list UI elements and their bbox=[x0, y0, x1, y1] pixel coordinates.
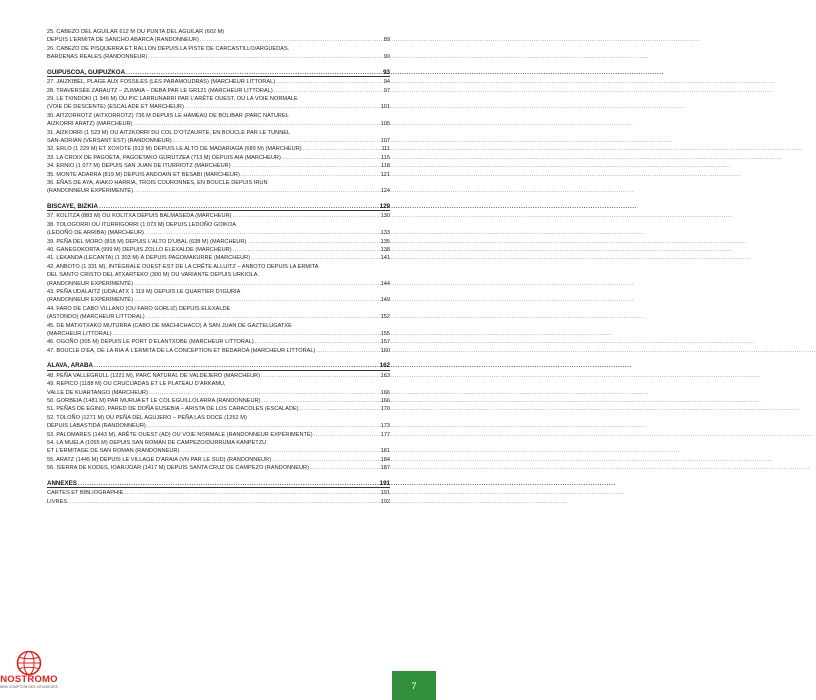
toc-entry[interactable] bbox=[47, 288, 390, 305]
toc-line bbox=[47, 112, 390, 120]
dot-leader bbox=[282, 154, 379, 162]
toc-line-text: 32. ERLO (1 229 M) ET XOXOTE (913 M) DEPUIS LE ALTO DE MADARIAGA (689 M) (MARCHEUR) bbox=[47, 146, 302, 153]
toc-line bbox=[47, 203, 390, 210]
toc-page-number: 111 bbox=[381, 146, 390, 153]
toc-line bbox=[47, 212, 390, 220]
toc-line bbox=[47, 313, 390, 321]
toc-page-number: 170 bbox=[380, 406, 390, 413]
toc-page-number: 97 bbox=[383, 87, 390, 94]
toc-page-number: 124 bbox=[380, 188, 390, 195]
toc-line bbox=[47, 330, 390, 338]
toc-line bbox=[47, 246, 390, 254]
dot-leader bbox=[303, 145, 379, 153]
toc-line-text: 27. JAIZKIBEL, PLAGE AUX FOSSILES (LES PARAMOUDRAS) (MARCHEUR LITTORAL) bbox=[47, 79, 276, 86]
toc-line bbox=[47, 87, 390, 95]
dot-leader bbox=[99, 203, 379, 210]
toc-entry[interactable] bbox=[47, 238, 390, 246]
toc-line bbox=[47, 129, 390, 137]
toc-entry[interactable] bbox=[47, 263, 390, 288]
toc-entry[interactable] bbox=[47, 28, 390, 45]
dot-leader bbox=[316, 347, 379, 355]
toc-line bbox=[47, 288, 390, 296]
toc-line bbox=[47, 229, 390, 237]
toc-entry[interactable] bbox=[47, 338, 390, 346]
toc-line-text: 33. LA CROIX DE PAGOETA, PAGOETAKO GURUTZEA (713 M) DEPUIS AIA (MARCHEUR) bbox=[47, 154, 281, 161]
dot-leader bbox=[173, 137, 379, 145]
toc-line bbox=[47, 480, 390, 487]
toc-entry[interactable] bbox=[47, 439, 390, 456]
toc-entry[interactable] bbox=[47, 431, 390, 439]
toc-entry[interactable] bbox=[47, 305, 390, 322]
toc-line bbox=[47, 179, 390, 187]
toc-line bbox=[47, 271, 390, 279]
toc-entry[interactable] bbox=[47, 171, 390, 179]
toc-line-text: 40. GANEGOKORTA (999 M) DEPUIS ZOLLO ELEXALDE (MARCHEUR) bbox=[47, 246, 232, 253]
toc-line bbox=[47, 53, 390, 61]
toc-line bbox=[47, 380, 390, 388]
toc-page-number: 89 bbox=[383, 37, 390, 44]
toc-line-text: 31. AIZKORRI (1 523 M) OU AITZKORRI DU COL D’OTZAURTE, EN BOUCLE PAR LE TUNNEL bbox=[47, 129, 291, 136]
toc-line bbox=[47, 389, 390, 397]
toc-line bbox=[47, 414, 390, 422]
dot-leader bbox=[261, 372, 379, 380]
toc-page-number: 101 bbox=[380, 104, 390, 111]
dot-leader bbox=[185, 103, 379, 111]
section-rule bbox=[47, 370, 390, 371]
toc-entry[interactable] bbox=[47, 372, 390, 380]
toc-line-text: 35. MONTE ADARRA (819 M) DEPUIS ANDOAIN ET BESABI (MARCHEUR) bbox=[47, 171, 240, 178]
toc-page-number: 166 bbox=[380, 397, 390, 404]
dot-leader bbox=[200, 36, 379, 44]
toc-page-number: 166 bbox=[380, 389, 390, 396]
toc-line bbox=[47, 372, 390, 380]
dot-leader bbox=[146, 313, 379, 321]
toc-entry[interactable] bbox=[47, 95, 390, 112]
toc-page-number: 138 bbox=[380, 246, 390, 253]
toc-page-number: 191 bbox=[379, 479, 390, 487]
toc-line-text: (RANDONNEUR EXPÉRIMENTÉ) bbox=[47, 297, 133, 304]
toc-page-number: 93 bbox=[383, 68, 390, 76]
dot-leader bbox=[241, 171, 379, 179]
dot-leader bbox=[126, 69, 379, 76]
toc-entry[interactable] bbox=[47, 246, 390, 254]
section-rule bbox=[47, 210, 390, 211]
dot-leader bbox=[251, 254, 379, 262]
dot-leader bbox=[148, 53, 379, 61]
toc-line bbox=[47, 263, 390, 271]
toc-line-text: 44. FARO DE CABO VILLANO (OU FARO GORLIZ) DEPUIS ELEXALDE bbox=[47, 305, 231, 312]
toc-page-number: 152 bbox=[380, 314, 390, 321]
toc-page-number: 115 bbox=[381, 154, 390, 161]
dot-leader bbox=[78, 480, 379, 487]
toc-entry[interactable] bbox=[47, 221, 390, 238]
toc-line-text: AIZKORRI ARATZ) (MARCHEUR) bbox=[47, 121, 133, 128]
toc-line-text: 37. KOLITZA (883 M) OU KOLITXA DEPUIS BALMASEDA (MARCHEUR) bbox=[47, 213, 232, 220]
toc-line-text: 28. TRAVERSÉE ZARAUTZ – ZUMAIA – DEBA PAR LE GR121 (MARCHEUR LITTORAL) bbox=[47, 87, 273, 94]
toc-line bbox=[47, 305, 390, 313]
toc-line-text: 36. EÑAS DE AYA, AIAKO HARRIA, TROIS COURONNES, EN BOUCLE DEPUIS IRUN bbox=[47, 180, 268, 186]
publisher-brand: NOSTROMO bbox=[0, 674, 58, 685]
section-title: BISCAYE, BIZKIA bbox=[47, 202, 98, 210]
toc-line bbox=[47, 447, 390, 455]
dot-leader bbox=[274, 87, 379, 95]
toc-line-text: 42. ANBOTO (1 331 M), INTÉGRALE OUEST-EST DE LA CRÊTE ALLUITZ – ANBOTO DEPUIS LA ERMITA bbox=[47, 263, 319, 270]
toc-line-text: (VOIE DE DESCENTE) (ESCALADE ET MARCHEUR) bbox=[47, 104, 184, 111]
page-number: 7 bbox=[392, 671, 436, 700]
dot-leader bbox=[180, 447, 379, 455]
toc-line-text: 25. CABEZO DEL AGUILAR 612 M OU PUNTA DEL AGUILAR (602 M) bbox=[47, 29, 225, 35]
toc-line-text: 55. ARATZ (1445 M) DEPUIS LE VILLAGE D’ARAIA (VN PAR LE SUD) (RANDONNEUR) bbox=[47, 456, 272, 463]
toc-line-text: LIVRES bbox=[47, 498, 68, 505]
toc-line bbox=[47, 489, 390, 497]
toc-page-number: 173 bbox=[380, 423, 390, 430]
toc-line bbox=[47, 254, 390, 262]
toc-line-text: (MARCHEUR LITTORAL) bbox=[47, 331, 112, 337]
toc-line bbox=[47, 431, 390, 439]
toc-line bbox=[47, 103, 390, 111]
toc-line-text: 30. AITZORROTZ (AITXORROTZ) 736 M DEPUIS LE HAMEAU DE BOLIBAR (PARC NATUREL bbox=[47, 112, 289, 119]
toc-page-number: 105 bbox=[380, 121, 390, 128]
toc-page-number: 144 bbox=[380, 280, 390, 287]
toc-entry[interactable] bbox=[47, 154, 390, 162]
toc-line bbox=[47, 171, 390, 179]
toc-page-number: 160 bbox=[380, 347, 390, 354]
toc-entry[interactable] bbox=[47, 254, 390, 262]
toc-page-number: 118 bbox=[381, 163, 390, 170]
toc-line-text: 47. BOUCLE D’EA, DE LA RIA À L’ERMITA DE LA CONCEPTION ET BEDAROA (MARCHEUR LITTORAL) bbox=[47, 347, 316, 354]
toc-line-text: (RANDONNEUR EXPÉRIMENTÉ) bbox=[47, 280, 133, 287]
toc-line bbox=[47, 69, 390, 76]
dot-leader bbox=[233, 246, 379, 254]
section-rule bbox=[47, 76, 390, 77]
toc-line bbox=[47, 338, 390, 346]
toc-page-number: 107 bbox=[380, 137, 390, 144]
toc-line bbox=[47, 187, 390, 195]
section-title: GUIPUSCOA, GUIPUZKOA bbox=[47, 68, 126, 76]
toc-page-number: 187 bbox=[380, 465, 390, 472]
toc-line bbox=[47, 45, 390, 53]
toc-page-number: 184 bbox=[380, 456, 390, 463]
toc-page-number: 155 bbox=[380, 331, 390, 337]
toc-line bbox=[47, 362, 390, 369]
dot-leader bbox=[300, 405, 379, 413]
toc-entry[interactable] bbox=[47, 489, 390, 497]
toc-entry[interactable] bbox=[47, 162, 390, 170]
toc-page-number: 177 bbox=[380, 431, 390, 438]
publisher-tagline: WEB COMPTOIR DES VOYAGEURS bbox=[0, 685, 58, 689]
toc-line bbox=[47, 221, 390, 229]
toc-line-text: 46. OGOÑO (305 M) DEPUIS LE PORT D’ELANTXOBE (MARCHEUR LITTORAL) bbox=[47, 339, 254, 346]
toc-line-text: 43. PEÑA UDALAITZ (UDALATX 1 119 M) DEPUIS LE QUARTIER D’IGURIA bbox=[47, 288, 241, 295]
toc-line-text: 48. PEÑA VALLEGRULL (1221 M), PARC NATURAL DE VALDEJERO (MARCHEUR) bbox=[47, 372, 261, 379]
toc-entry[interactable] bbox=[47, 179, 390, 196]
toc-line-text: (LEDOÑO DE ARRIBA) (MARCHEUR) bbox=[47, 230, 144, 237]
publisher-badge bbox=[0, 650, 58, 690]
dot-leader bbox=[276, 78, 379, 86]
toc-line-text: VALLE DE KUARTANGO (MARCHEUR) bbox=[47, 389, 148, 396]
toc-line-text: (ASTONDO) (MARCHEUR LITTORAL) bbox=[47, 314, 145, 321]
toc-line bbox=[47, 238, 390, 246]
toc-line bbox=[47, 78, 390, 86]
toc-line bbox=[47, 154, 390, 162]
toc-page-number: 94 bbox=[383, 79, 390, 86]
globe-logo-icon bbox=[16, 650, 42, 676]
dot-leader bbox=[134, 280, 379, 288]
toc-page-number: 157 bbox=[380, 339, 390, 346]
toc-line-text: (RANDONNEUR EXPÉRIMENTÉ) bbox=[47, 188, 133, 195]
toc-line-text: 41. LEKANDA (LECANTA) (1 303 M) À DEPUIS PAGOMAKURRE (MARCHEUR) bbox=[47, 255, 251, 262]
dot-leader bbox=[232, 162, 379, 170]
toc-line-text: DEPUIS L’ERMITA DE SANCHO ABARCA (RANDONNEUR) bbox=[47, 37, 199, 44]
section-rule bbox=[47, 487, 390, 488]
toc-line bbox=[47, 347, 390, 355]
toc-entry[interactable] bbox=[47, 145, 390, 153]
toc-page-number: 162 bbox=[379, 362, 390, 370]
toc-page-number: 133 bbox=[380, 230, 390, 237]
toc-line-text: 51. PEÑAS DE EGINO, PARED DE DOÑA EUSEBIA – ARISTA DE LOS CARACOLES (ESCALADE) bbox=[47, 406, 299, 413]
toc-line bbox=[47, 28, 390, 36]
toc-entry[interactable] bbox=[47, 347, 390, 355]
dot-leader bbox=[272, 456, 379, 464]
dot-leader bbox=[94, 362, 379, 369]
dot-leader bbox=[68, 498, 379, 506]
dot-leader bbox=[255, 338, 379, 346]
dot-leader bbox=[113, 330, 379, 338]
toc-line-text: DEL SANTO CRISTO DEL ATXARTEKO (300 M) OU VARIANTE DEPUIS URKIOLA. bbox=[47, 272, 260, 279]
toc-entry[interactable] bbox=[47, 212, 390, 220]
dot-leader bbox=[134, 187, 379, 195]
toc-line bbox=[47, 397, 390, 405]
dot-leader bbox=[134, 296, 379, 304]
toc-line-text: 54. LA MUELA (1055 M) DEPUIS SAN ROMÁN DE CAMPEZO/DURRUMA KANPETZU bbox=[47, 439, 267, 446]
dot-leader bbox=[233, 212, 379, 220]
toc-section-heading[interactable] bbox=[47, 203, 390, 212]
toc-line-text: 49. REPICO (1188 M) OU CRUCIJADAS ET LE PLATEAU D’ARKAMU, bbox=[47, 381, 226, 388]
toc-line bbox=[47, 322, 390, 330]
section-title: ALAVA, ARABA bbox=[47, 362, 93, 370]
toc-line-text: ET L’ERMITAGE DE SAN ROMAN (RANDONNEUR) bbox=[47, 448, 180, 455]
toc-entry[interactable] bbox=[47, 397, 390, 405]
toc-line-text: SAN-ADRIAN (VERSANT EST) (RANDONNEUR) bbox=[47, 137, 172, 144]
toc-line-text: BARDENAS REALES (RANDONNEUR) bbox=[47, 54, 148, 61]
dot-leader bbox=[124, 489, 379, 497]
toc-entry[interactable] bbox=[47, 380, 390, 397]
toc-section-heading[interactable] bbox=[47, 362, 390, 371]
toc-page-number: 181 bbox=[380, 448, 390, 455]
toc-entry[interactable] bbox=[47, 78, 390, 86]
toc-line-text: DEPUIS LABASTIDA (RANDONNEUR) bbox=[47, 423, 146, 430]
toc-entry[interactable] bbox=[47, 405, 390, 413]
toc-line bbox=[47, 296, 390, 304]
section-title: ANNEXES bbox=[47, 479, 77, 487]
toc-entry[interactable] bbox=[47, 45, 390, 62]
dot-leader bbox=[314, 431, 379, 439]
toc-entry[interactable] bbox=[47, 498, 390, 506]
toc-line-text: 45. DE MATXITXAKO MUTURRA (CABO DE MACHICHACO) À SAN JUAN DE GAZTELUGATXE bbox=[47, 322, 292, 329]
toc-page-number: 192 bbox=[380, 498, 390, 505]
toc-line bbox=[47, 422, 390, 430]
toc-page-number: 129 bbox=[379, 202, 390, 210]
toc-line-text: 56. SIERRA DE KODES, IOAR/JOAR (1417 M) DEPUIS SANTA CRUZ DE CAMPEZO (RANDONNEUR) bbox=[47, 465, 309, 472]
toc-page-number: 141 bbox=[380, 255, 390, 262]
toc-line bbox=[47, 162, 390, 170]
toc-entry[interactable] bbox=[47, 464, 390, 472]
toc-page-number: 121 bbox=[380, 171, 390, 178]
toc-line bbox=[47, 137, 390, 145]
toc-line bbox=[47, 145, 390, 153]
toc-line bbox=[47, 280, 390, 288]
toc-line-text: 53. PALOMARES (1443 M), ARÊTE OUEST (AD) OU VOIE NORMALE (RANDONNEUR EXPÉRIMENTÉ) bbox=[47, 431, 313, 438]
toc-line bbox=[47, 439, 390, 447]
toc-line bbox=[47, 36, 390, 44]
table-of-contents bbox=[47, 28, 390, 506]
toc-entry[interactable] bbox=[47, 414, 390, 431]
toc-page-number: 135 bbox=[380, 238, 390, 245]
toc-line bbox=[47, 95, 390, 103]
toc-entry[interactable] bbox=[47, 112, 390, 129]
dot-leader bbox=[310, 464, 379, 472]
toc-line bbox=[47, 405, 390, 413]
dot-leader bbox=[149, 389, 379, 397]
toc-line bbox=[47, 498, 390, 506]
toc-line-text: 50. GORBEIA (1481 M) PAR MURUA ET LE COL EGUILLOLARRA (RANDONNEUR) bbox=[47, 397, 261, 404]
toc-entry[interactable] bbox=[47, 129, 390, 146]
toc-line-text: 26. CABEZO DE PISQUERRA ET RALLON DEPUIS LA PISTE DE CARCASTILLO/ARGUEDAS. bbox=[47, 45, 290, 52]
dot-leader bbox=[262, 397, 379, 405]
toc-page-number: 90 bbox=[383, 54, 390, 61]
toc-entry[interactable] bbox=[47, 322, 390, 339]
toc-line-text: CARTES ET BIBLIOGRAPHIE bbox=[47, 490, 124, 497]
toc-entry[interactable] bbox=[47, 456, 390, 464]
toc-section-heading[interactable] bbox=[47, 480, 390, 489]
dot-leader bbox=[147, 422, 379, 430]
toc-line-text: 34. ERNIO (1 077 M) DEPUIS SAN JUAN DE ITURRIOTZ (MARCHEUR) bbox=[47, 163, 231, 170]
toc-section-heading[interactable] bbox=[47, 69, 390, 78]
dot-leader bbox=[134, 120, 379, 128]
toc-page-number: 149 bbox=[380, 297, 390, 304]
toc-entry[interactable] bbox=[47, 87, 390, 95]
toc-page-number: 191 bbox=[380, 490, 390, 497]
toc-line-text: 39. PEÑA DEL MORO (818 M) DEPUIS L’ALTO D’UBAL (638 M) (MARCHEUR) bbox=[47, 238, 247, 245]
toc-line bbox=[47, 120, 390, 128]
dot-leader bbox=[145, 229, 379, 237]
toc-line-text: 38. TOLOGORRI OU ITURRIGORRI (1 073 M) DEPUIS LEDOÑO GOIKOA bbox=[47, 221, 237, 228]
toc-line bbox=[47, 456, 390, 464]
toc-page-number: 130 bbox=[380, 213, 390, 220]
toc-page-number: 163 bbox=[380, 372, 390, 379]
toc-line-text: 29. LE TXINDOKI (1 346 M) OU PIC LARRUNARRI PAR L’ARÊTE OUEST, OU LA VOIE NORMALE bbox=[47, 95, 298, 102]
toc-line-text: 52. TOLOÑO (1271 M) OU PEÑA DEL AGUJERO – PEÑA LAS DOCE (1252 M) bbox=[47, 414, 247, 421]
toc-line bbox=[47, 464, 390, 472]
dot-leader bbox=[247, 238, 379, 246]
